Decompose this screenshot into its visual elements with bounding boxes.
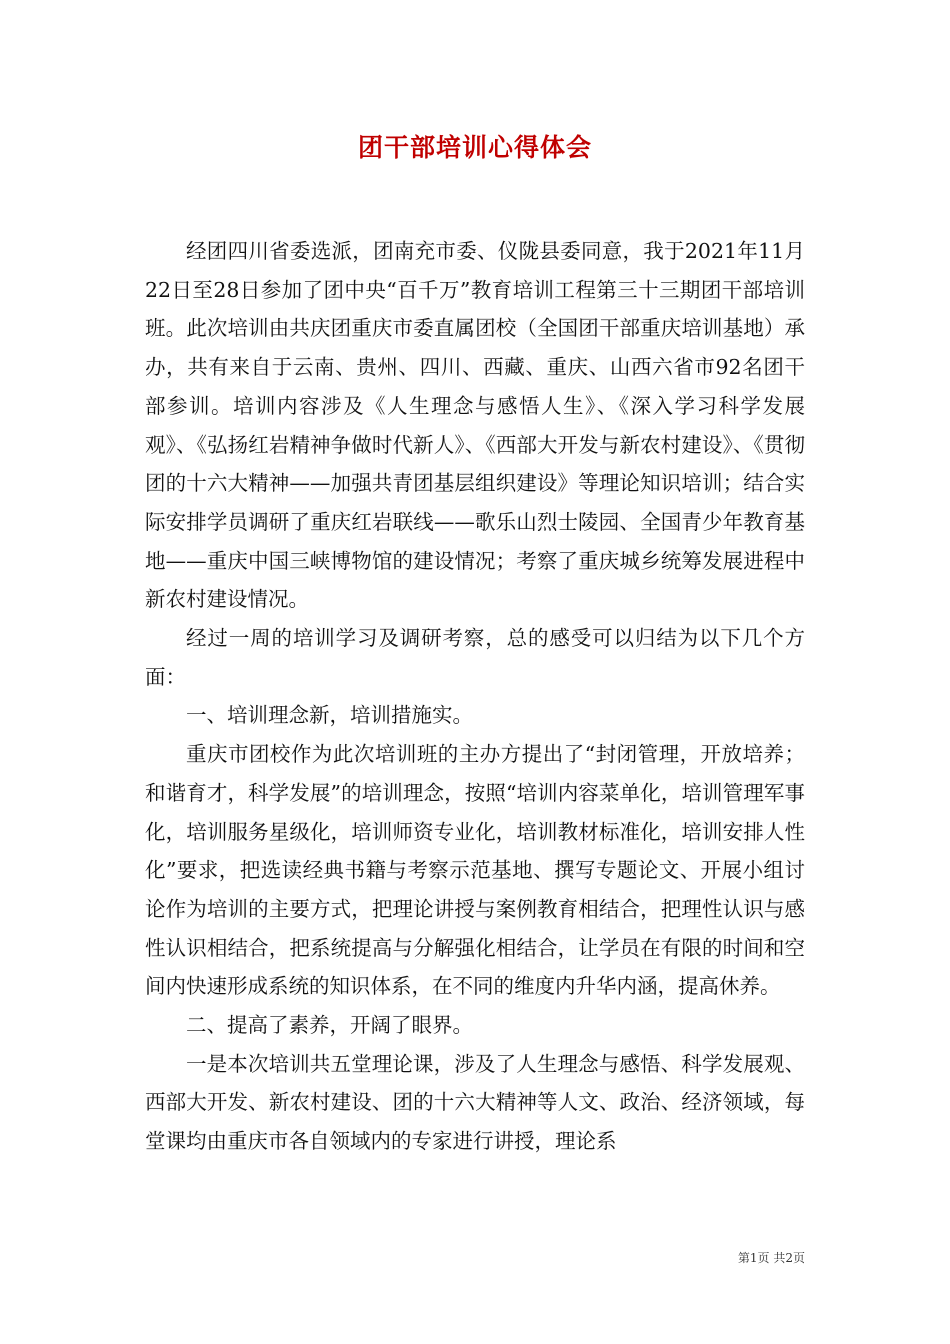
section-heading: 一、培训理念新，培训措施实。 <box>186 703 473 728</box>
document-title: 团干部培训心得体会 <box>357 133 592 162</box>
paragraph: 一是本次培训共五堂理论课，涉及了人生理念与感悟、科学发展观、西部大开发、新农村建设、团的十六大精神等人文、政治、经济领域，每堂课均由重庆市各自领域内的专家进行讲授，理论系 <box>145 1051 805 1154</box>
paragraph: 经团四川省委选派，团南充市委、仪陇县委同意，我于2021年11月22日至28日参加了团中央“百千万”教育培训工程第三十三期团干部培训班。此次培训由共庆团重庆市委直属团校（全国团干部重庆培训基地）承办，共有来自于云南、贵州、四川、西藏、重庆、山西六省市92名团干部参训。培训内容涉及《人生理念与感悟人生》、《深入学习科学发展观》、《弘扬红岩精神争做时代新人》、《西部大开发与新农村建设》、《贯彻团的十六大精神——加强共青团基层组织建设》等理论知识培训；结合实际安排学员调研了重庆红岩联线——歌乐山烈士陵园、全国青少年教育基地——重庆中国三峡博物馆的建设情况；考察了重庆城乡统筹发展进程中新农村建设情况。 <box>145 239 805 612</box>
page-number: 第1页 共2页 <box>737 1251 805 1265</box>
paragraph: 重庆市团校作为此次培训班的主办方提出了“封闭管理，开放培养；和谐育才，科学发展”的培训理念，按照“培训内容菜单化，培训管理军事化，培训服务星级化，培训师资专业化，培训教材标准化，培训安排人性化”要求，把选读经典书籍与考察示范基地、撰写专题论文、开展小组讨论作为培训的主要方式，把理论讲授与案例教育相结合，把理性认识与感性认识相结合，把系统提高与分解强化相结合，让学员在有限的时间和空间内快速形成系统的知识体系，在不同的维度内升华内涵，提高休养。 <box>145 742 805 999</box>
paragraph: 经过一周的培训学习及调研考察，总的感受可以归结为以下几个方面： <box>145 626 805 689</box>
section-heading: 二、提高了素养，开阔了眼界。 <box>186 1013 473 1038</box>
document-body <box>145 232 805 1161</box>
